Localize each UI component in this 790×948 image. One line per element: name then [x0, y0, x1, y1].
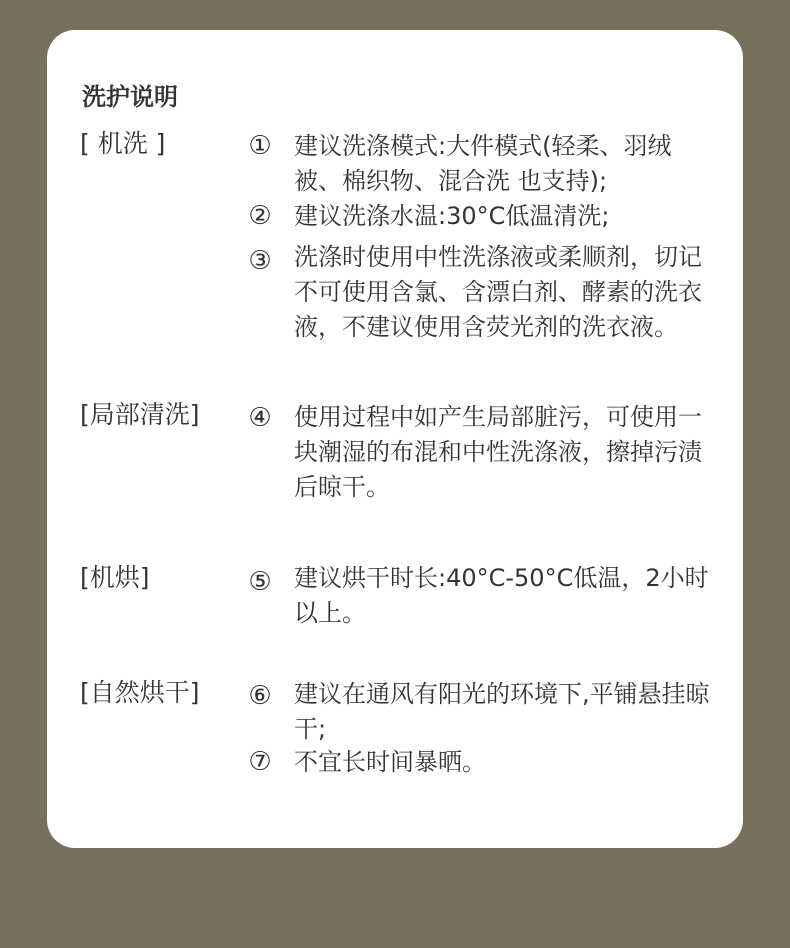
item-text: 使用过程中如产生局部脏污，可使用一块潮湿的布混和中性洗涤液，擦掉污渍后晾干。 [294, 403, 702, 501]
item-number: ⑦ [248, 747, 272, 777]
item-number: ① [248, 131, 272, 161]
item-number: ⑤ [248, 567, 272, 597]
item-number: ③ [248, 246, 272, 276]
item-number: ② [248, 201, 272, 231]
section-label-machine-wash: [ 机洗 ] [80, 129, 166, 158]
item-text: 建议烘干时长:40°C-50°C低温，2小时以上。 [294, 564, 709, 627]
item-number: ⑥ [248, 681, 272, 711]
item-text: 建议在通风有阳光的环境下,平铺悬挂晾干; [294, 680, 710, 743]
item-text: 洗涤时使用中性洗涤液或柔顺剂，切记不可使用含氯、含漂白剂、酵素的洗衣液，不建议使用含荧光剂的洗衣液。 [294, 243, 702, 341]
section-label-machine-dry: [机烘] [80, 563, 150, 592]
section-label-air-dry: [自然烘干] [80, 678, 200, 707]
item-number: ④ [248, 403, 272, 433]
item-text: 不宜长时间暴晒。 [294, 748, 486, 776]
item-text: 建议洗涤模式:大件模式(轻柔、羽绒被、棉织物、混合洗 也支持); [294, 132, 672, 195]
page-title: 洗护说明 [82, 83, 178, 111]
item-text: 建议洗涤水温:30°C低温清洗; [294, 202, 610, 230]
section-label-spot-clean: [局部清洗] [80, 400, 200, 429]
